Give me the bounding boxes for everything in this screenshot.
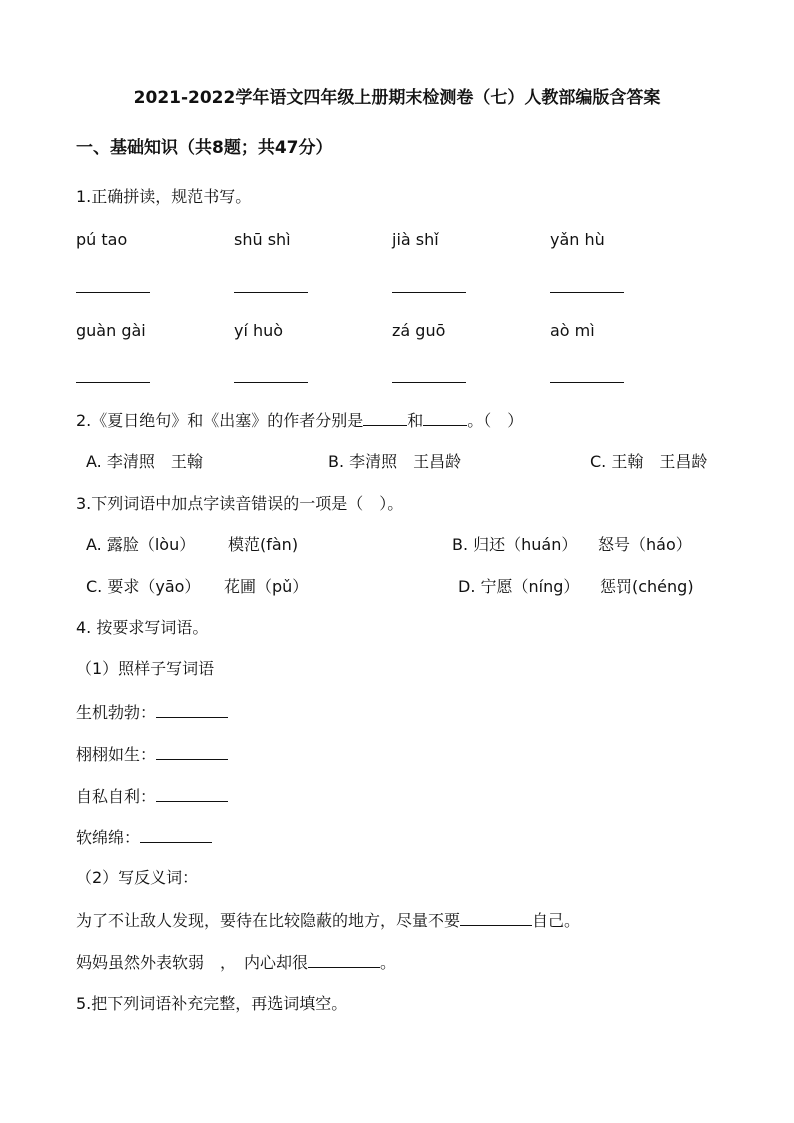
pinyin-item: pú tao — [76, 230, 128, 249]
answer-blank[interactable] — [423, 409, 467, 426]
pinyin-item: zá guō — [392, 321, 446, 340]
option-b[interactable]: B. 李清照 王昌龄 — [328, 452, 462, 471]
answer-blank[interactable] — [156, 701, 228, 718]
option-d-word: 惩罚(chéng) — [600, 577, 694, 596]
question-2-text: 。（ ） — [467, 411, 524, 430]
option-a[interactable]: A. 李清照 王翰 — [86, 452, 203, 471]
sentence-text: 妈妈虽然外表软弱 ， 内心却很 — [76, 953, 309, 972]
word-label: 软绵绵： — [76, 828, 141, 847]
question-2-text: 2.《夏日绝句》和《出塞》的作者分别是 — [76, 411, 364, 430]
question-2-text: 和 — [407, 411, 424, 430]
question-4-stem: 4. 按要求写词语。 — [76, 618, 209, 637]
answer-blank[interactable] — [392, 276, 466, 293]
answer-blank[interactable] — [460, 909, 532, 926]
option-a-word: 模范(fàn) — [228, 535, 299, 554]
pinyin-item: yí huò — [234, 321, 284, 340]
answer-blank[interactable] — [550, 366, 624, 383]
word-item — [76, 701, 228, 724]
pinyin-item: shū shì — [234, 230, 291, 249]
pinyin-item: jià shǐ — [392, 230, 439, 249]
section-heading: 一、基础知识（共8题；共47分） — [76, 138, 333, 158]
answer-blank[interactable] — [392, 366, 466, 383]
word-label: 生机勃勃： — [76, 703, 157, 722]
question-2-stem — [76, 409, 523, 432]
answer-blank[interactable] — [363, 409, 407, 426]
question-4-sub-1: （1）照样子写词语 — [76, 659, 215, 678]
option-c[interactable]: C. 要求（yāo） — [86, 577, 201, 596]
answer-blank[interactable] — [76, 366, 150, 383]
answer-blank[interactable] — [234, 276, 308, 293]
answer-blank[interactable] — [234, 366, 308, 383]
option-d[interactable]: D. 宁愿（níng） — [458, 577, 580, 596]
pinyin-item: yǎn hù — [550, 230, 605, 249]
answer-blank[interactable] — [308, 951, 380, 968]
sentence-text: 。 — [380, 953, 397, 972]
answer-blank[interactable] — [140, 826, 212, 843]
sentence-text: 为了不让敌人发现，要待在比较隐蔽的地方，尽量不要 — [76, 911, 461, 930]
question-5-stem: 5.把下列词语补充完整，再选词填空。 — [76, 994, 348, 1013]
word-item — [76, 743, 228, 766]
question-1-stem: 1.正确拼读，规范书写。 — [76, 187, 252, 206]
word-item — [76, 826, 212, 849]
question-3-stem: 3.下列词语中加点字读音错误的一项是（ ）。 — [76, 494, 404, 513]
option-b-word: 怒号（háo） — [598, 535, 692, 554]
option-c-word: 花圃（pǔ） — [224, 577, 309, 596]
word-item — [76, 785, 228, 808]
pinyin-item: guàn gài — [76, 321, 146, 340]
document-title: 2021-2022学年语文四年级上册期末检测卷（七）人教部编版含答案 — [133, 88, 661, 108]
option-a[interactable]: A. 露脸（lòu） — [86, 535, 196, 554]
option-b[interactable]: B. 归还（huán） — [452, 535, 578, 554]
answer-blank[interactable] — [550, 276, 624, 293]
sentence-text: 自己。 — [532, 911, 581, 930]
antonym-sentence-2 — [76, 951, 396, 974]
word-label: 栩栩如生： — [76, 745, 157, 764]
answer-blank[interactable] — [156, 785, 228, 802]
answer-blank[interactable] — [156, 743, 228, 760]
question-4-sub-2: （2）写反义词： — [76, 868, 199, 887]
antonym-sentence-1 — [76, 909, 580, 932]
word-label: 自私自利： — [76, 787, 157, 806]
pinyin-item: aò mì — [550, 321, 595, 340]
answer-blank[interactable] — [76, 276, 150, 293]
option-c[interactable]: C. 王翰 王昌龄 — [590, 452, 708, 471]
